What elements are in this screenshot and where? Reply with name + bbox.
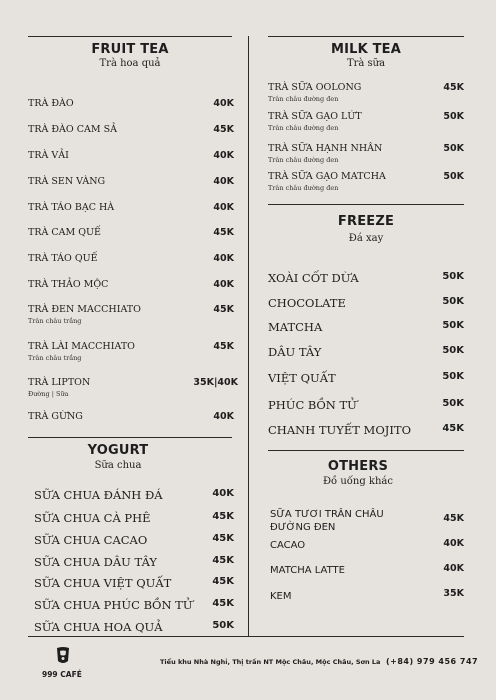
item-name: TRÀ THẢO MỘC: [28, 279, 109, 290]
milk-tea-title: MILK TEA: [330, 42, 402, 57]
item-name: TRÀ LÀI MACCHIATO: [28, 341, 135, 352]
item-note: Trân châu trắng: [28, 354, 82, 362]
item-price: 50K: [443, 111, 464, 122]
others-subtitle: Đồ uống khác: [322, 476, 393, 487]
item-price: 45K: [212, 555, 234, 566]
bottom-rule: [28, 636, 464, 637]
item-price: 40K: [213, 253, 234, 264]
item-price: 50K: [442, 398, 464, 409]
yogurt-title: YOGURT: [87, 443, 149, 458]
item-name: CHOCOLATE: [268, 296, 346, 310]
item-price: 45K: [212, 576, 234, 587]
item-name: DÂU TÂY: [268, 345, 322, 359]
item-name: SỮA CHUA CACAO: [34, 533, 148, 547]
item-price: 45K: [213, 304, 234, 315]
item-name: XOÀI CỐT DỪA: [268, 271, 359, 285]
item-price: 45K: [443, 513, 464, 524]
item-price: 45K: [212, 598, 234, 609]
item-name: VIỆT QUẤT: [268, 371, 336, 385]
item-name: CHANH TUYẾT MOJITO: [268, 423, 412, 437]
item-price: 40K: [213, 202, 234, 213]
item-name: CACAO: [270, 540, 306, 551]
item-note: Trân châu trắng: [28, 317, 82, 325]
fruit-tea-subtitle: Trà hoa quả: [99, 58, 161, 69]
item-price: 45K: [213, 341, 234, 352]
item-note: Trân châu đường đen: [268, 184, 339, 192]
item-name: SỮA CHUA HOA QUẢ: [34, 620, 163, 634]
item-name: TRÀ TÁO BẠC HÀ: [28, 202, 115, 213]
item-name: SỮA CHUA ĐÁNH ĐÁ: [34, 488, 163, 502]
top-rule-right: [268, 36, 464, 37]
item-name: SỮA CHUA PHÚC BỒN TỬ: [34, 598, 193, 612]
item-price: 40K: [213, 98, 234, 109]
item-name: TRÀ ĐÀO: [28, 98, 74, 109]
item-name: TRÀ CAM QUẾ: [28, 227, 101, 238]
item-price: 50K: [442, 296, 464, 307]
item-name: SỮA CHUA DÂU TÂY: [34, 555, 158, 569]
brand-name: 999 CAFÉ: [42, 670, 82, 679]
item-note: Trân châu đường đen: [268, 156, 339, 164]
item-price: 50K: [442, 345, 464, 356]
item-name-line2: ĐƯỜNG ĐEN: [270, 522, 336, 533]
item-price: 40K: [212, 488, 234, 499]
freeze-title: FREEZE: [337, 214, 395, 229]
others-title: OTHERS: [327, 459, 389, 474]
item-name: TRÀ VẢI: [28, 150, 69, 161]
item-price: 40K: [213, 411, 234, 422]
item-price: 50K: [442, 271, 464, 282]
item-price: 45K: [212, 533, 234, 544]
item-note: Trân châu đường đen: [268, 95, 339, 103]
item-name: TRÀ ĐÀO CAM SẢ: [28, 124, 117, 135]
item-name: SỮA TƯƠI TRÂN CHÂU: [270, 509, 384, 520]
item-name: KEM: [270, 591, 292, 602]
fruit-tea-title: FRUIT TEA: [91, 42, 169, 57]
item-name: SỮA CHUA CÀ PHÊ: [34, 511, 151, 525]
item-name: TRÀ LIPTON: [28, 377, 91, 388]
item-price: 40K: [213, 176, 234, 187]
item-price: 50K: [443, 143, 464, 154]
rule-below-milk-tea: [268, 204, 464, 205]
item-name: MATCHA LATTE: [270, 565, 345, 576]
item-price: 45K: [213, 124, 234, 135]
item-name: TRÀ SEN VÀNG: [28, 176, 106, 187]
item-price: 40K: [213, 279, 234, 290]
phone-number: (+84) 979 456 747: [386, 657, 479, 666]
item-name: TRÀ SỮA GẠO MATCHA: [268, 171, 386, 182]
address: Tiểu khu Nhà Nghỉ, Thị trấn NT Mộc Châu, Mộc Châu, Sơn La: [160, 658, 381, 666]
item-note: Đường | Sữa: [28, 390, 69, 398]
freeze-subtitle: Đá xay: [348, 233, 384, 244]
item-name: TRÀ GỪNG: [28, 411, 83, 422]
column-divider: [248, 36, 249, 636]
item-name: SỮA CHUA VIỆT QUẤT: [34, 576, 172, 590]
cafe-logo-icon: [54, 646, 72, 666]
item-price: 45K: [213, 227, 234, 238]
item-name: TRÀ SỮA HẠNH NHÂN: [268, 143, 383, 154]
item-name: TRÀ ĐEN MACCHIATO: [28, 304, 141, 315]
item-price: 45K: [442, 423, 464, 434]
item-name: TRÀ SỮA OOLONG: [268, 82, 362, 93]
item-price: 40K: [213, 150, 234, 161]
rule-below-freeze: [268, 450, 464, 451]
item-price: 40K: [443, 538, 464, 549]
item-note: Trân châu đường đen: [268, 124, 339, 132]
item-price: 45K: [443, 82, 464, 93]
item-price: 45K: [212, 511, 234, 522]
rule-above-yogurt: [28, 437, 232, 438]
item-name: MATCHA: [268, 320, 323, 334]
item-price: 50K: [442, 371, 464, 382]
item-price: 50K: [443, 171, 464, 182]
top-rule-left: [28, 36, 232, 37]
milk-tea-subtitle: Trà sữa: [346, 58, 386, 69]
item-price: 35K|40K: [193, 377, 238, 388]
item-price: 40K: [443, 563, 464, 574]
yogurt-subtitle: Sữa chua: [94, 460, 142, 471]
item-name: TRÀ TÁO QUẾ: [28, 253, 98, 264]
item-name: PHÚC BỒN TỬ: [268, 398, 357, 412]
item-price: 50K: [212, 620, 234, 631]
item-price: 35K: [443, 588, 464, 599]
item-price: 50K: [442, 320, 464, 331]
item-name: TRÀ SỮA GẠO LỨT: [268, 111, 362, 122]
